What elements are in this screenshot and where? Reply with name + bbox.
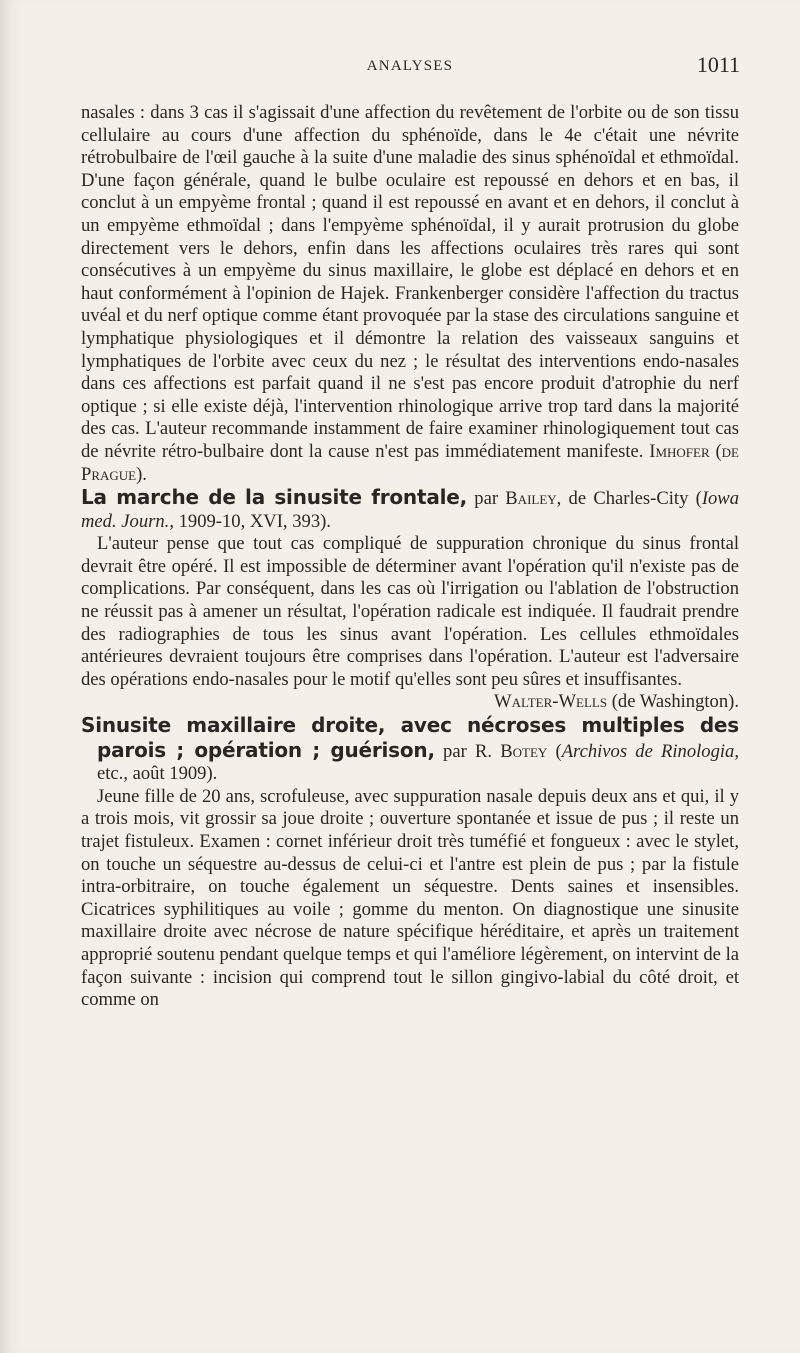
article-2-reference: , etc., août 1909).	[97, 740, 740, 785]
article-2-ref-open: (	[547, 740, 562, 762]
continuation-text: nasales : dans 3 cas il s'agissait d'une affection du revêtement de l'orbite ou de son tissu cellulaire au cours d'une affection du sphénoïde, dans le 4e c'était une névrite rétrobulbaire de l'œil gauche à la suite d'une maladie des sinus sphénoïdal et ethmoïdal. D'une façon générale, quand le bulbe oculaire est repoussé en dehors et en bas, il conclut à un empyème frontal ; quand il est repoussé en avant et en dehors, il conclut à un empyème ethmoïdal ; dans l'empyème sphénoïdal, il y aurait protrusion du globe directement vers le dehors, enfin dans les affections oculaires très rares qui sont consécutives à un empyème du sinus maxillaire, le globe est déplacé en dehors et en haut conformément à l'opinion de Hajek. Frankenberger considère l'affection du tractus uvéal et du nerf optique comme étant provoquée par la stase des circulations sanguine et lymphatique physiologiques et il démontre la relation des vaisseaux sanguins et lymphatiques de l'orbite avec ceux du nez ; le résultat des interventions endo-nasales dans ces affections est parfait quand il ne s'est pas encore produit d'atrophie du nerf optique ; si elle existe déjà, l'intervention rhinologique arrive trop tard dans la majorité des cas. L'auteur recommande instamment de faire examiner rhinologiquement tout cas de névrite rétro-bulbaire dont la cause n'est pas immédiatement manifeste.	[81, 102, 739, 462]
article-1-reference: , 1909-10, XVI, 393).	[169, 510, 331, 532]
running-head: ANALYSES	[366, 58, 454, 74]
article-1-by: par	[467, 488, 506, 510]
article-2-body: Jeune fille de 20 ans, scrofuleuse, avec suppuration nasale depuis deux ans et qui, il y a trois mois, vit grossir sa joue droite ; ouverture spontanée et issue de pus ; il reste un trajet fistuleux. Examen : cornet inférieur droit très tuméfié et fongueux : avec le stylet, on touche un séquestre au-dessus de celui-ci et l'antre est plein de pus ; par la fistule intra-orbitraire, on touche également un séquestre. Dents saines et insensibles. Cicatrices syphilitiques au voile ; gomme du menton. On diagnostique une sinusite maxillaire droite avec nécrose de nature spécifique héréditaire, et après un traitement approprié soutenu pendant quelque temps et qui l'améliore légèrement, on intervint de la façon suivante : incision qui comprend tout le sillon gingivo-labial du côté droit, et comme on	[81, 785, 739, 1011]
article-1-author: Bailey	[505, 488, 557, 510]
page-header	[80, 52, 740, 82]
article-2-title: Sinusite maxillaire droite, avec nécroses multiples des parois ; opération ; guérison,	[81, 713, 739, 762]
article-1-signature	[81, 691, 739, 714]
body-text	[81, 102, 739, 1012]
article-1-journal: Iowa med. Journ.	[81, 488, 739, 532]
article-2-author: R. Botey	[475, 740, 548, 762]
article-1-place: , de Charles-City (	[556, 488, 702, 510]
article-1-body: L'auteur pense que tout cas compliqué de suppuration chronique du sinus frontal devrait être opéré. Il est impossible de déterminer avant l'opération qu'il n'existe pas de complications. Par conséquent, dans les cas où l'irrigation ou l'ablation de l'obstruction ne réussit pas à amener un résultat, l'opération radicale est indiquée. Il faudrait prendre des radiographies de tous les sinus avant l'opération. Les cellules ethmoïdales antérieures devraient toujours être comprises dans l'opération. L'auteur est l'adversaire des opérations endo-nasales pour le motif qu'elles sont peu sûres et insuffisantes.	[81, 533, 739, 690]
continuation-paragraph	[81, 102, 739, 486]
continuation-reviewer: Imhofer (de Prague).	[81, 440, 739, 485]
page-number: 1011	[696, 52, 740, 77]
article-2-by: par	[434, 740, 475, 762]
article-2-journal: Archivos de Rinologia	[561, 740, 735, 762]
article-1-reviewer-place: (de Washington).	[607, 691, 739, 713]
article-1-heading	[81, 486, 739, 533]
article-2-heading	[81, 714, 739, 786]
article-1-reviewer-name: Walter-Wells	[494, 691, 608, 713]
article-1-title: La marche de la sinusite frontale,	[81, 485, 468, 510]
